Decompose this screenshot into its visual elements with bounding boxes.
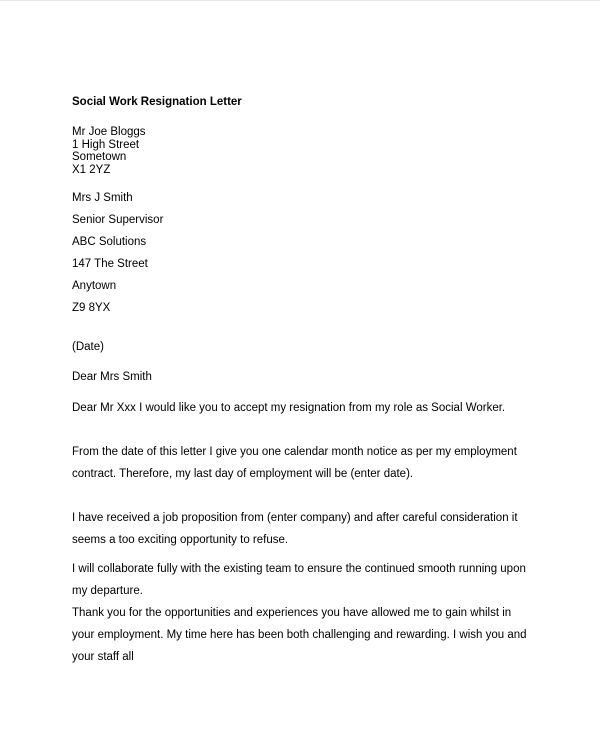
salutation: Dear Mrs Smith: [72, 371, 152, 383]
recipient-town: Anytown: [72, 280, 117, 292]
date-placeholder: (Date): [72, 341, 104, 353]
recipient-name: Mrs J Smith: [72, 192, 133, 204]
recipient-address-block: [72, 192, 530, 315]
recipient-company: ABC Solutions: [72, 236, 147, 248]
letter-paragraph: From the date of this letter I give you one calendar month notice as per my employment contract. Therefore, my last day of employment will be (enter date).: [72, 446, 517, 480]
sender-postcode: X1 2YZ: [72, 163, 111, 176]
sender-street: 1 High Street: [72, 138, 140, 151]
letter-paragraph: I will collaborate fully with the existing team to ensure the continued smooth running upon my departure.: [72, 563, 526, 597]
recipient-postcode: Z9 8YX: [72, 302, 111, 314]
sender-name: Mr Joe Bloggs: [72, 126, 146, 138]
letter-paragraph: Thank you for the opportunities and experiences you have allowed me to gain whilst in your employment. My time here has been both challenging and rewarding. I wish you and your staff all: [72, 607, 527, 663]
letter-paragraph: I have received a job proposition from (enter company) and after careful consideration it seems a too exciting opportunity to refuse.: [72, 512, 518, 546]
recipient-title: Senior Supervisor: [72, 214, 164, 226]
document-title: Social Work Resignation Letter: [72, 96, 242, 108]
sender-address-block: [72, 126, 530, 176]
sender-town: Sometown: [72, 151, 127, 163]
recipient-street: 147 The Street: [72, 258, 148, 270]
letter-paragraph: Dear Mr Xxx I would like you to accept my resignation from my role as Social Worker.: [72, 402, 506, 414]
